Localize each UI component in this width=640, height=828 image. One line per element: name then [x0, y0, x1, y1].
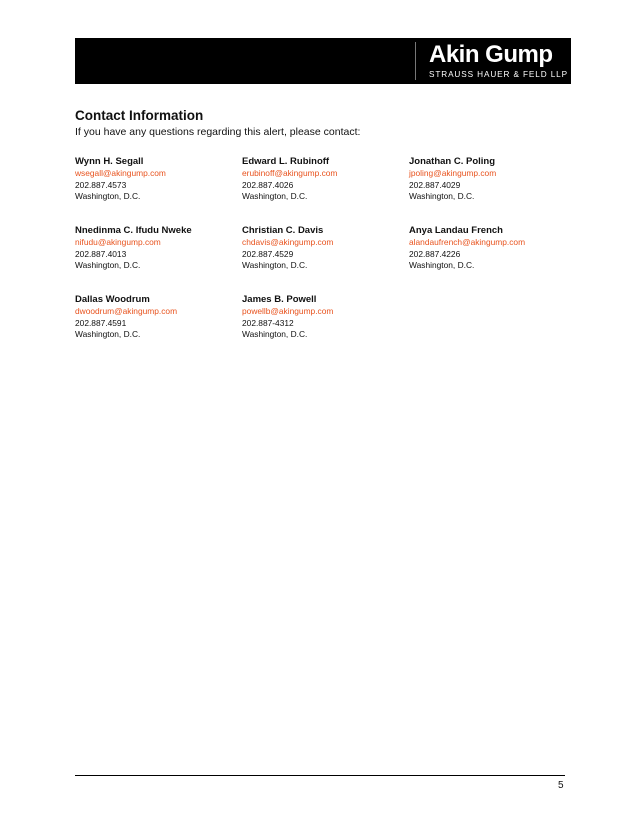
header-banner	[75, 38, 571, 84]
contact-phone: 202.887.4529	[242, 248, 294, 259]
footer-divider	[75, 775, 565, 776]
contact-name: Nnedinma C. Ifudu Nweke	[75, 225, 192, 236]
contact-city: Washington, D.C.	[409, 260, 475, 271]
firm-logo	[429, 41, 568, 80]
contact-city: Washington, D.C.	[409, 191, 475, 202]
contact-email-link[interactable]: nifudu@akingump.com	[75, 237, 161, 247]
contact-email-link[interactable]: erubinoff@akingump.com	[242, 168, 338, 178]
contact-card	[242, 294, 407, 341]
contact-card	[75, 156, 240, 203]
contact-name: Dallas Woodrum	[75, 294, 150, 305]
contact-phone: 202.887-4312	[242, 317, 294, 328]
contact-card	[242, 156, 407, 203]
contact-card	[409, 156, 574, 203]
contact-phone: 202.887.4591	[75, 317, 127, 328]
logo-sub-text: STRAUSS HAUER & FELD LLP	[429, 70, 568, 79]
contact-name: Christian C. Davis	[242, 225, 324, 236]
contact-email-link[interactable]: alandaufrench@akingump.com	[409, 237, 526, 247]
contact-city: Washington, D.C.	[242, 329, 308, 340]
contact-card	[409, 225, 574, 272]
contact-email-link[interactable]: dwoodrum@akingump.com	[75, 306, 178, 316]
contact-email-link[interactable]: powellb@akingump.com	[242, 306, 334, 316]
contact-email-link[interactable]: wsegall@akingump.com	[75, 168, 166, 178]
contact-card	[242, 225, 407, 272]
contact-phone: 202.887.4026	[242, 179, 294, 190]
section-title: Contact Information	[75, 108, 204, 123]
contact-phone: 202.887.4226	[409, 248, 461, 259]
contact-phone: 202.887.4029	[409, 179, 461, 190]
contact-city: Washington, D.C.	[75, 260, 141, 271]
contact-city: Washington, D.C.	[242, 191, 308, 202]
contact-city: Washington, D.C.	[242, 260, 308, 271]
section-intro: If you have any questions regarding this alert, please contact:	[75, 126, 361, 138]
contact-city: Washington, D.C.	[75, 329, 141, 340]
contact-card	[75, 225, 240, 272]
contact-email-link[interactable]: chdavis@akingump.com	[242, 237, 334, 247]
contact-name: Jonathan C. Poling	[409, 156, 496, 167]
contact-card	[75, 294, 240, 341]
logo-main-text: Akin Gump	[429, 41, 553, 68]
contact-phone: 202.887.4013	[75, 248, 127, 259]
contact-name: Edward L. Rubinoff	[242, 156, 330, 167]
banner-divider	[415, 42, 416, 80]
contact-email-link[interactable]: jpoling@akingump.com	[409, 168, 497, 178]
contact-name: Anya Landau French	[409, 225, 503, 236]
contact-name: James B. Powell	[242, 294, 317, 305]
contact-phone: 202.887.4573	[75, 179, 127, 190]
page-number: 5	[558, 780, 564, 791]
contact-name: Wynn H. Segall	[75, 156, 144, 167]
contact-city: Washington, D.C.	[75, 191, 141, 202]
